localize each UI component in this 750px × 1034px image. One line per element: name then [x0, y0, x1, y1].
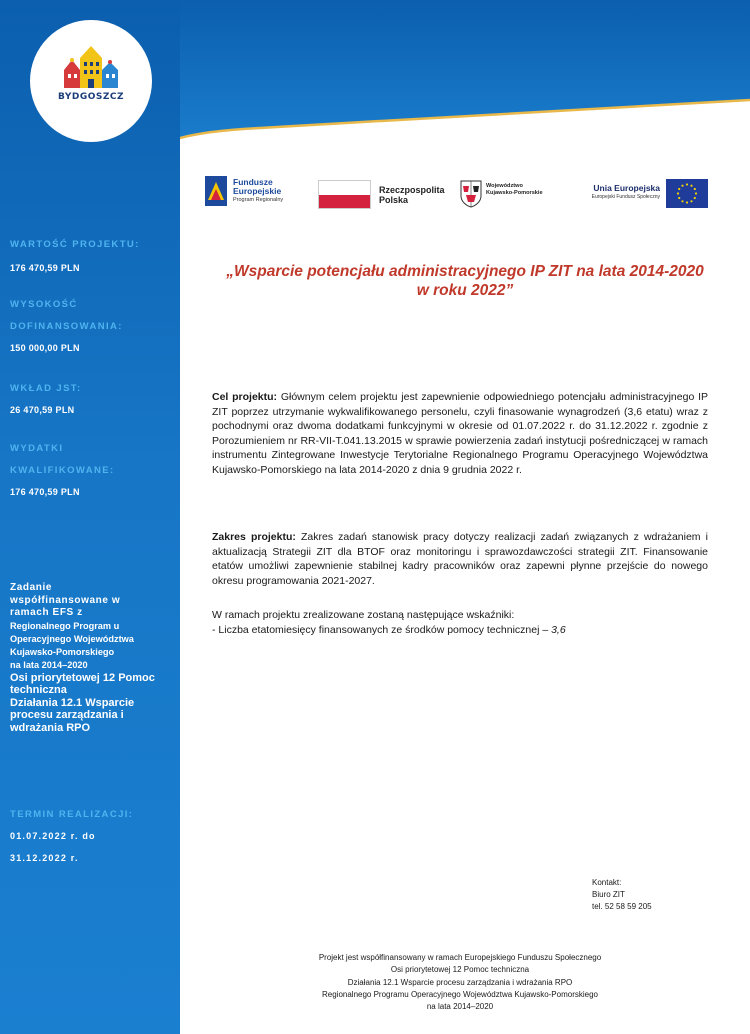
eligible-label-2: KWALIFIKOWANE:	[10, 465, 115, 476]
wojewodztwo-logo	[460, 172, 560, 217]
jst-label: WKŁAD JST:	[10, 383, 82, 394]
cofinancing-value: 150 000,00 PLN	[10, 343, 80, 353]
header-swoosh	[180, 0, 750, 160]
footer-line: Działania 12.1 Wsparcie procesu zarządzania i wdrażania RPO	[347, 977, 573, 987]
scope-text: Zakres zadań stanowisk pracy dotyczy realizacji zadań związanych z wdrażaniem i aktualizacją Strategii ZIT dla BTOF oraz monitoringu i sprawozdawczości strategii ZIT. Finansowanie etatów umożliwi zapewnienie stabilnej kadry pracowników oraz zapewni płynne przejście do nowego okresu programowania 2021-2027.	[212, 531, 708, 587]
term-label: TERMIN REALIZACJI:	[10, 809, 134, 820]
footer-line: Regionalnego Programu Operacyjnego Województwa Kujawsko-Pomorskiego	[322, 989, 598, 999]
info-line: współfinansowane w	[10, 594, 121, 606]
contact-office: Biuro ZIT	[592, 890, 625, 899]
logo-text: BYDGOSZCZ	[57, 92, 125, 102]
fe-sub: Program Regionalny	[233, 197, 284, 203]
indicator-value: 3,6	[551, 623, 566, 636]
eligible-label-1: WYDATKI	[10, 443, 64, 454]
fe-line2: Europejskie	[233, 186, 282, 196]
fe-line1: Fundusze	[233, 177, 273, 187]
rp-line2: Polska	[379, 195, 409, 205]
info-line: Kujawsko-Pomorskiego	[10, 646, 115, 657]
term-end: 31.12.2022 r.	[10, 853, 79, 863]
fundusze-europejskie-logo	[205, 172, 305, 217]
indicators	[212, 608, 708, 637]
term-start: 01.07.2022 r. do	[10, 831, 96, 841]
ue-sub: Europejski Fundusz Społeczny	[591, 194, 660, 200]
wkp-line1: Województwo	[486, 183, 523, 189]
info-line: na lata 2014–2020	[10, 659, 88, 670]
title-line2: w roku 2022”	[416, 282, 514, 299]
indicator-item	[212, 623, 708, 638]
indicator-text: - Liczba etatomiesięcy finansowanych ze środków pomocy technicznej –	[212, 623, 552, 636]
info-line: Zadanie	[10, 582, 52, 593]
info-line: Osi priorytetowej 12 Pomoc	[10, 671, 155, 684]
scope-label: Zakres projektu:	[212, 531, 296, 543]
funding-logos	[205, 172, 715, 217]
coat-of-arms-icon	[460, 180, 482, 208]
info-line: procesu zarządzania i	[10, 709, 124, 721]
footer-line: Osi priorytetowej 12 Pomoc techniczna	[390, 965, 530, 975]
sidebar	[0, 0, 180, 1034]
bydgoszcz-logo	[30, 20, 152, 142]
indicators-intro: W ramach projektu zrealizowane zostaną następujące wskaźniki:	[212, 609, 515, 621]
eligible-value: 176 470,59 PLN	[10, 487, 80, 497]
rzeczpospolita-logo	[318, 172, 448, 217]
info-line: techniczna	[10, 684, 67, 696]
city-houses-icon	[30, 20, 152, 142]
info-line: Regionalnego Program u	[10, 620, 120, 631]
cofinancing-label-1: WYSOKOŚĆ	[10, 299, 78, 310]
ue-line1: Unia Europejska	[593, 183, 660, 193]
cofinancing-info	[10, 582, 176, 734]
info-line: wdrażania RPO	[10, 721, 91, 734]
info-line: ramach EFS z	[10, 607, 83, 618]
contact-label: Kontakt:	[592, 878, 622, 887]
contact	[592, 877, 652, 913]
rp-line1: Rzeczpospolita	[379, 185, 445, 195]
contact-phone: tel. 52 58 59 205	[592, 902, 652, 911]
goal-text: Głównym celem projektu jest zapewnienie odpowiedniego potencjału administracyjnego IP ZIT poprzez utrzymanie wykwalifikowanego personelu, czyli finasowanie wynagrodzeń (3,6 etatu) wraz z pochodnymi oraz dwoma dodatkami funkcyjnymi w okresie od 01.07.2022 r. do 31.12.2022 r. zgodnie z Porozumieniem nr RR-VII-T.041.13.2015 w sprawie powierzenia zadań instytucji pośredniczącej w ramach instrumentu Zintegrowane Inwestycje Terytorialne Regionalnego Programu Operacyjnego Województwa Kujawsko-Pomorskiego na lata 2014-2020 z dnia 9 grudnia 2022 r.	[212, 391, 708, 476]
scope-paragraph	[212, 530, 708, 588]
goal-label: Cel projektu:	[212, 391, 278, 403]
eu-flag-icon	[666, 179, 708, 208]
project-value: 176 470,59 PLN	[10, 263, 80, 273]
unia-europejska-logo	[575, 172, 710, 217]
goal-paragraph	[212, 390, 708, 478]
fe-star-icon	[205, 176, 227, 206]
info-line: Operacyjnego Województwa	[10, 633, 134, 644]
project-value-label: WARTOŚĆ PROJEKTU:	[10, 239, 140, 250]
jst-value: 26 470,59 PLN	[10, 405, 75, 415]
footer-line: na lata 2014–2020	[426, 1002, 494, 1012]
info-line: Działania 12.1 Wsparcie	[10, 696, 135, 709]
title-line1: „Wsparcie potencjału administracyjnego IP ZIT na lata 2014-2020	[226, 263, 704, 280]
footer	[250, 952, 670, 1013]
footer-line: Projekt jest współfinansowany w ramach Europejskiego Funduszu Społecznego	[318, 953, 602, 962]
poland-flag-icon	[318, 180, 371, 209]
project-title	[200, 262, 730, 300]
wkp-line2: Kujawsko-Pomorskie	[486, 190, 543, 196]
cofinancing-label-2: DOFINANSOWANIA:	[10, 321, 123, 332]
